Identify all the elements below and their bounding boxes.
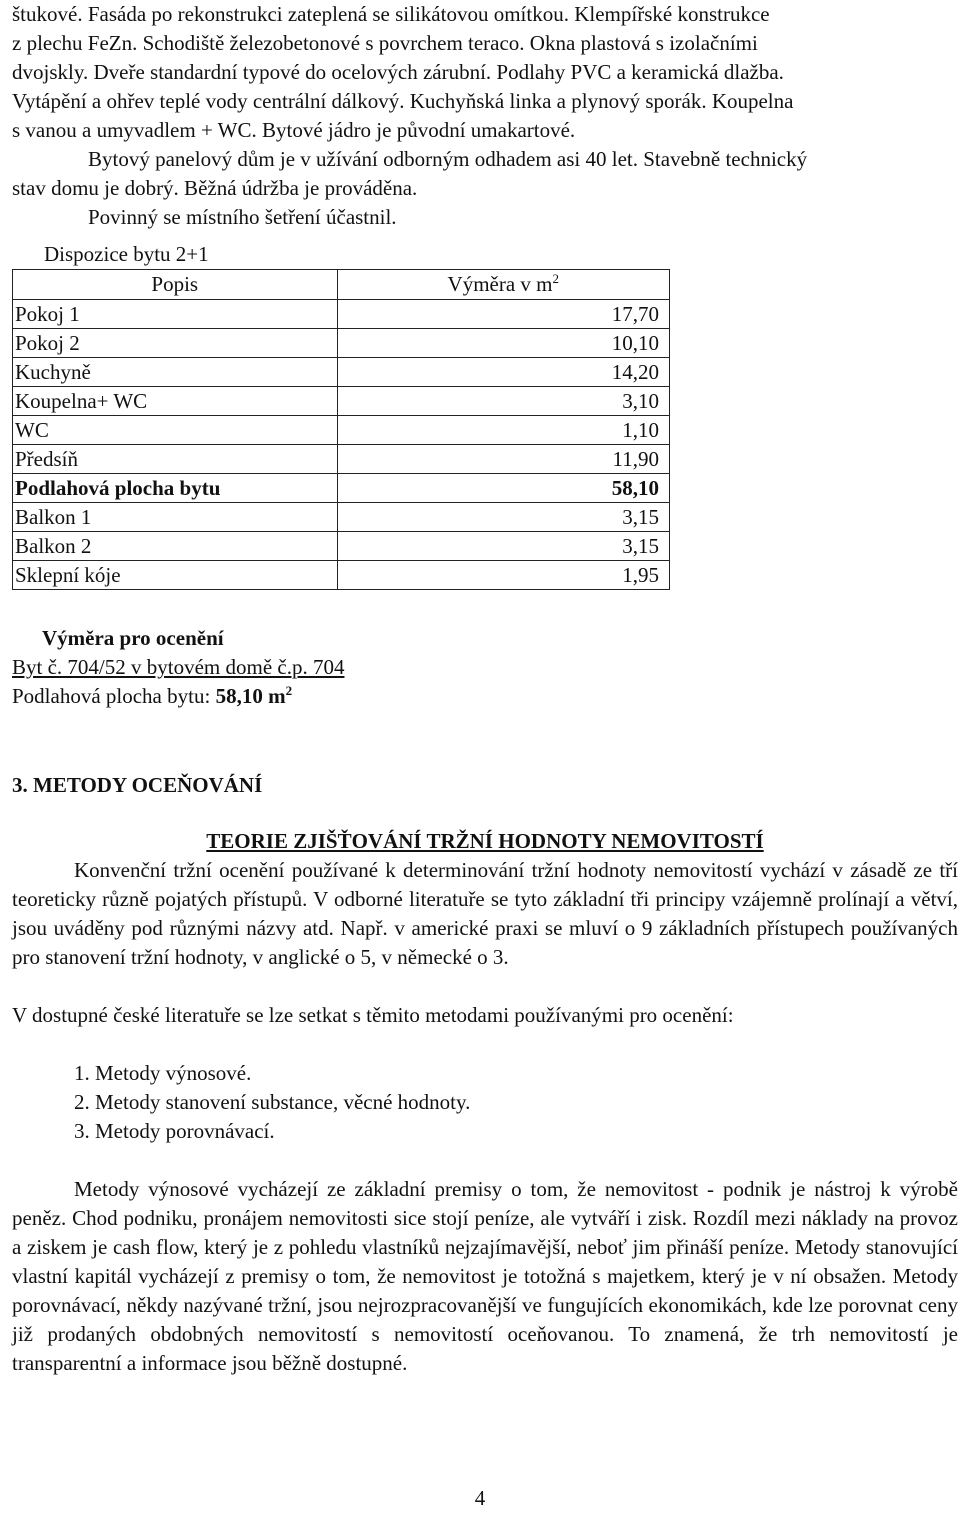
section-title: 3. METODY OCEŇOVÁNÍ	[12, 773, 263, 797]
room-area: 17,70	[337, 300, 669, 329]
room-area: 11,90	[337, 445, 669, 474]
table-caption: Dispozice bytu 2+1	[44, 242, 209, 266]
table-row	[13, 329, 670, 358]
valuation-area: Podlahová plocha bytu: 58,10 $m^2$	[12, 683, 293, 708]
intro-line: z plechu FeZn. Schodiště železobetonové s povrchem teraco. Okna plastová s izolačními	[12, 31, 758, 55]
table-row	[13, 416, 670, 445]
room-area: 10,10	[337, 329, 669, 358]
room-name: WC	[13, 416, 338, 445]
condition-line: stav domu je dobrý. Běžná údržba je prováděna.	[12, 176, 418, 200]
page-number: 4	[474, 1486, 486, 1510]
table-row	[13, 532, 670, 561]
condition-line: Povinný se místního šetření účastnil.	[88, 205, 397, 229]
room-area: 14,20	[337, 358, 669, 387]
condition-line: Bytový panelový dům je v užívání odborným odhadem asi 40 let. Stavebně technický	[88, 147, 808, 171]
valuation-unit: Byt č. 704/52 v bytovém domě č.p. 704	[12, 655, 345, 679]
column-header-vymera: Výměra v $m^2$	[337, 270, 669, 300]
intro-line: štukové. Fasáda po rekonstrukci zateplená se silikátovou omítkou. Klempířské konstrukce	[12, 2, 770, 26]
room-name: Sklepní kóje	[13, 561, 338, 590]
methods-list	[12, 1059, 958, 1146]
intro-line: s vanou a umyvadlem + WC. Bytové jádro je původní umakartové.	[12, 118, 576, 142]
disposition-table	[12, 269, 670, 590]
room-name: Pokoj 2	[13, 329, 338, 358]
valuation-block	[12, 624, 958, 711]
table-row	[13, 300, 670, 329]
room-area: 3,15	[337, 532, 669, 561]
room-name: Předsíň	[13, 445, 338, 474]
table-row	[13, 358, 670, 387]
intro-line: Vytápění a ohřev teplé vody centrální dálkový. Kuchyňská linka a plynový sporák. Koupelna	[12, 89, 794, 113]
room-name: Balkon 1	[13, 503, 338, 532]
list-item: 1. Metody výnosové.	[74, 1061, 252, 1085]
room-name: Pokoj 1	[13, 300, 338, 329]
table-row	[13, 387, 670, 416]
condition-paragraph	[12, 145, 958, 232]
valuation-area-value: 58,10 $m^2$	[215, 683, 293, 708]
section-subtitle: TEORIE ZJIŠŤOVÁNÍ TRŽNÍ HODNOTY NEMOVITOSTÍ	[206, 829, 764, 853]
room-name: Podlahová plocha bytu	[13, 474, 338, 503]
room-area: 3,15	[337, 503, 669, 532]
room-area: 58,10	[337, 474, 669, 503]
paragraph-3: Metody výnosové vycházejí ze základní premisy o tom, že nemovitost - podnik je nástroj k výrobě peněz. Chod podniku, pronájem nemovitosti sice stojí peníze, ale vytváří i zisk. Rozdíl mezi náklady na provoz a ziskem je cash flow, který je z pohledu vlastníků nejzajímavější, neboť jim přináší peníze. Metody stanovující vlastní kapitál vycházejí z premisy o tom, že nemovitost je totožná s majetkem, který je v ní obsažen. Metody porovnávací, někdy nazývané tržní, jsou nejrozpracovanější ve fungujících ekonomikách, kde lze porovnat ceny již prodaných obdobných nemovitostí s nemovitostí oceňovanou. To znamená, že trh nemovitostí je transparentní a informace jsou běžně dostupné.	[12, 1177, 958, 1375]
section-body	[12, 856, 958, 1378]
room-name: Koupelna+ WC	[13, 387, 338, 416]
valuation-heading: Výměra pro ocenění	[42, 626, 224, 650]
paragraph-2: V dostupné české literatuře se lze setkat s těmito metodami používanými pro ocenění:	[12, 1003, 734, 1027]
room-area: 1,10	[337, 416, 669, 445]
paragraph-1: Konvenční tržní ocenění používané k determinování tržní hodnoty nemovitostí vychází v zásadě ze tří teoreticky různě pojatých přístupů. V odborné literatuře se tyto základní tři principy vzájemně prolínají a větví, jsou uváděny pod různými názvy atd. Např. v americké praxi se mluví o 9 základních přístupech používaných pro stanovení tržní hodnoty, v anglické o 5, v německé o 3.	[12, 858, 958, 969]
table-header-row	[13, 270, 670, 300]
table-row	[13, 445, 670, 474]
room-name: Kuchyně	[13, 358, 338, 387]
intro-line: dvojskly. Dveře standardní typové do ocelových zárubní. Podlahy PVC a keramická dlažba.	[12, 60, 784, 84]
room-name: Balkon 2	[13, 532, 338, 561]
room-area: 1,95	[337, 561, 669, 590]
table-row	[13, 474, 670, 503]
list-item: 2. Metody stanovení substance, věcné hodnoty.	[74, 1090, 471, 1114]
column-header-popis: Popis	[13, 270, 338, 300]
intro-paragraph	[12, 0, 958, 145]
table-row	[13, 503, 670, 532]
list-item: 3. Metody porovnávací.	[74, 1119, 275, 1143]
room-area: 3,10	[337, 387, 669, 416]
table-row	[13, 561, 670, 590]
